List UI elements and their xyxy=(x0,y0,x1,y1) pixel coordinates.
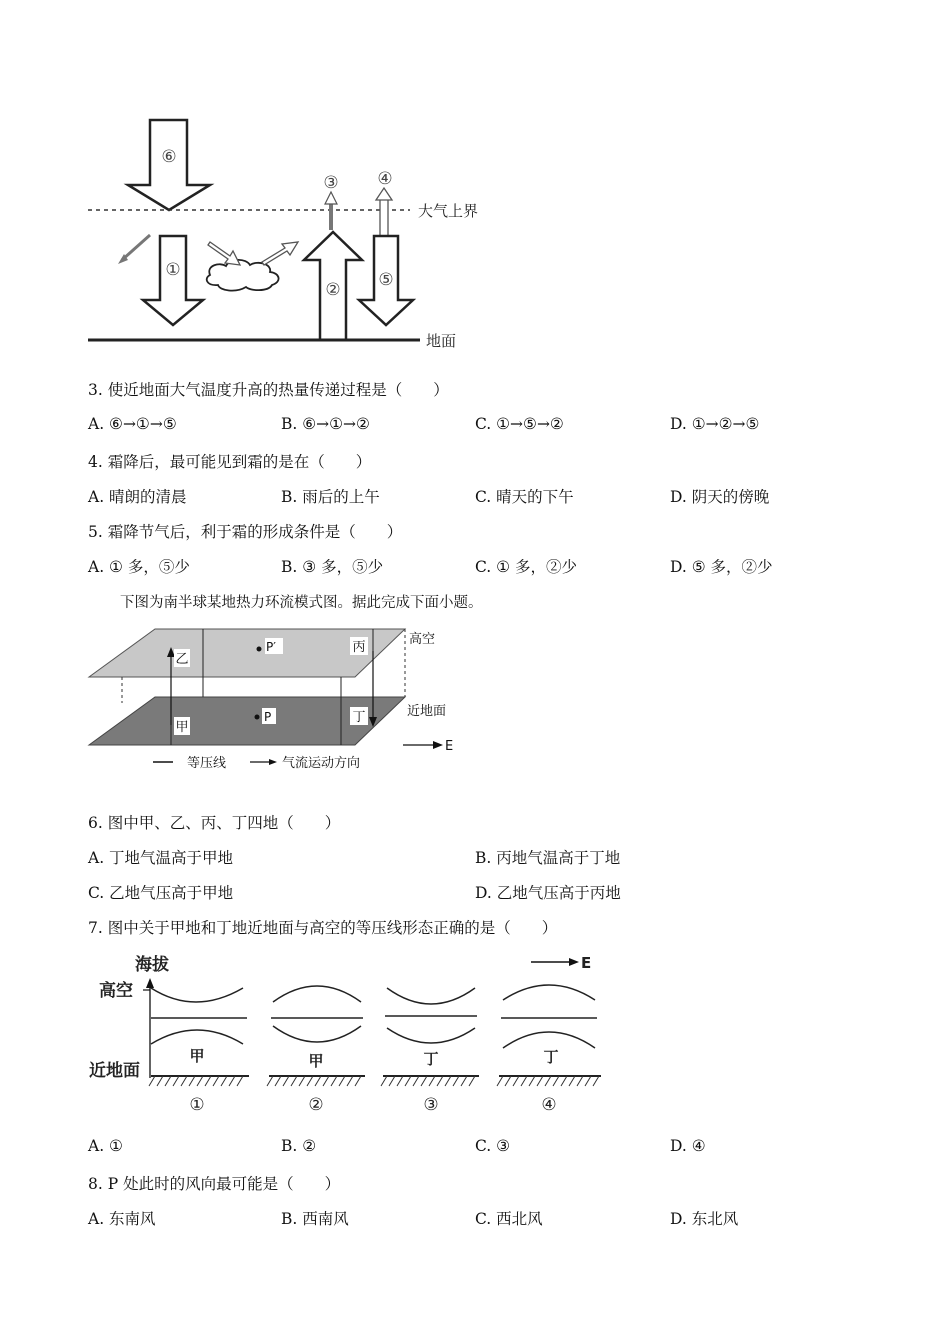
q4-stem: 4. 霜降后，最可能见到霜的是在（ ） xyxy=(88,453,372,471)
panel-3-number: ③ xyxy=(423,1095,439,1115)
q8-option-a[interactable]: A. 东南风 xyxy=(88,1210,156,1228)
q8-option-d[interactable]: D. 东北风 xyxy=(670,1210,739,1228)
panel-1 xyxy=(149,988,249,1115)
panel-4-number: ④ xyxy=(541,1095,557,1115)
legend-isobar: 等压线 xyxy=(187,756,227,771)
label-haiba: 海拔 xyxy=(135,955,169,975)
q4-option-a[interactable]: A. 晴朗的清晨 xyxy=(88,488,187,506)
label-five: ⑤ xyxy=(378,270,394,290)
intro-text: 下图为南半球某地热力环流模式图。据此完成下面小题。 xyxy=(120,595,483,611)
label-ding: 丁 xyxy=(352,710,366,725)
q6-option-a[interactable]: A. 丁地气温高于甲地 xyxy=(88,849,234,867)
q3-option-d[interactable]: D. ①→②→⑤ xyxy=(670,415,760,433)
label-two: ② xyxy=(325,280,341,300)
label-jindimian: 近地面 xyxy=(89,1061,140,1081)
q5-option-d[interactable]: D. ⑤ 多，②少 xyxy=(670,558,773,576)
panel-1-place: 甲 xyxy=(189,1047,205,1065)
q3-stem: 3. 使近地面大气温度升高的热量传递过程是（ ） xyxy=(88,381,449,399)
q3-option-c[interactable]: C. ①→⑤→② xyxy=(475,415,564,433)
q6-stem: 6. 图中甲、乙、丙、丁四地（ ） xyxy=(88,814,341,832)
q7-option-d[interactable]: D. ④ xyxy=(670,1137,706,1155)
label-gaokong: 高空 xyxy=(409,632,436,647)
panel-4-place: 丁 xyxy=(543,1048,559,1066)
q3-option-b[interactable]: B. ⑥→①→② xyxy=(281,415,370,433)
q4-option-c[interactable]: C. 晴天的下午 xyxy=(475,488,574,506)
arrow-one xyxy=(143,236,203,325)
label-east: E xyxy=(445,739,454,754)
q4-option-b[interactable]: B. 雨后的上午 xyxy=(281,488,380,506)
label-four: ④ xyxy=(377,169,393,189)
arrow-out-cloud xyxy=(262,242,298,265)
panel-3-place: 丁 xyxy=(423,1050,439,1068)
q4-option-d[interactable]: D. 阴天的傍晚 xyxy=(670,488,770,506)
label-jia: 甲 xyxy=(175,720,189,735)
q6-option-c[interactable]: C. 乙地气压高于甲地 xyxy=(88,884,234,902)
arrow-into-cloud xyxy=(208,242,240,265)
q8-option-c[interactable]: C. 西北风 xyxy=(475,1210,543,1228)
q6-option-d[interactable]: D. 乙地气压高于丙地 xyxy=(475,884,621,902)
label-one: ① xyxy=(165,260,181,280)
isobar-options-diagram xyxy=(85,948,615,1118)
label-jindimian: 近地面 xyxy=(407,704,447,719)
legend-flow: 气流运动方向 xyxy=(282,756,361,771)
upper-boundary-label: 大气上界 xyxy=(418,202,479,220)
label-gaokong: 高空 xyxy=(99,981,133,1001)
label-p-prime: P′ xyxy=(266,640,276,654)
panel-4 xyxy=(497,985,601,1115)
q7-option-c[interactable]: C. ③ xyxy=(475,1137,511,1155)
cloud xyxy=(207,260,279,291)
q5-option-c[interactable]: C. ① 多，②少 xyxy=(475,558,577,576)
panel-1-number: ① xyxy=(189,1095,205,1115)
panel-2-place: 甲 xyxy=(308,1052,324,1070)
q8-option-b[interactable]: B. 西南风 xyxy=(281,1210,349,1228)
q8-stem: 8. P 处此时的风向最可能是（ ） xyxy=(88,1175,341,1193)
label-east: E xyxy=(581,954,592,972)
q3-option-a[interactable]: A. ⑥→①→⑤ xyxy=(88,415,177,433)
q5-option-b[interactable]: B. ③ 多，⑤少 xyxy=(281,558,384,576)
panel-2 xyxy=(267,986,365,1115)
q5-option-a[interactable]: A. ① 多，⑤少 xyxy=(88,558,190,576)
reflect-arrow-left xyxy=(122,235,150,260)
panel-3 xyxy=(381,988,479,1115)
radiation-diagram xyxy=(80,110,510,355)
ground-label: 地面 xyxy=(426,332,457,350)
label-bing: 丙 xyxy=(352,640,366,655)
thermal-circulation-diagram xyxy=(85,625,465,775)
label-yi: 乙 xyxy=(175,652,189,667)
label-three: ③ xyxy=(323,173,339,193)
panel-2-number: ② xyxy=(308,1095,324,1115)
q7-option-b[interactable]: B. ② xyxy=(281,1137,317,1155)
q7-stem: 7. 图中关于甲地和丁地近地面与高空的等压线形态正确的是（ ） xyxy=(88,919,558,937)
q6-option-b[interactable]: B. 丙地气温高于丁地 xyxy=(475,849,621,867)
label-six: ⑥ xyxy=(161,147,177,167)
q7-option-a[interactable]: A. ① xyxy=(88,1137,123,1155)
q5-stem: 5. 霜降节气后，利于霜的形成条件是（ ） xyxy=(88,523,403,541)
label-p: P xyxy=(264,710,272,724)
